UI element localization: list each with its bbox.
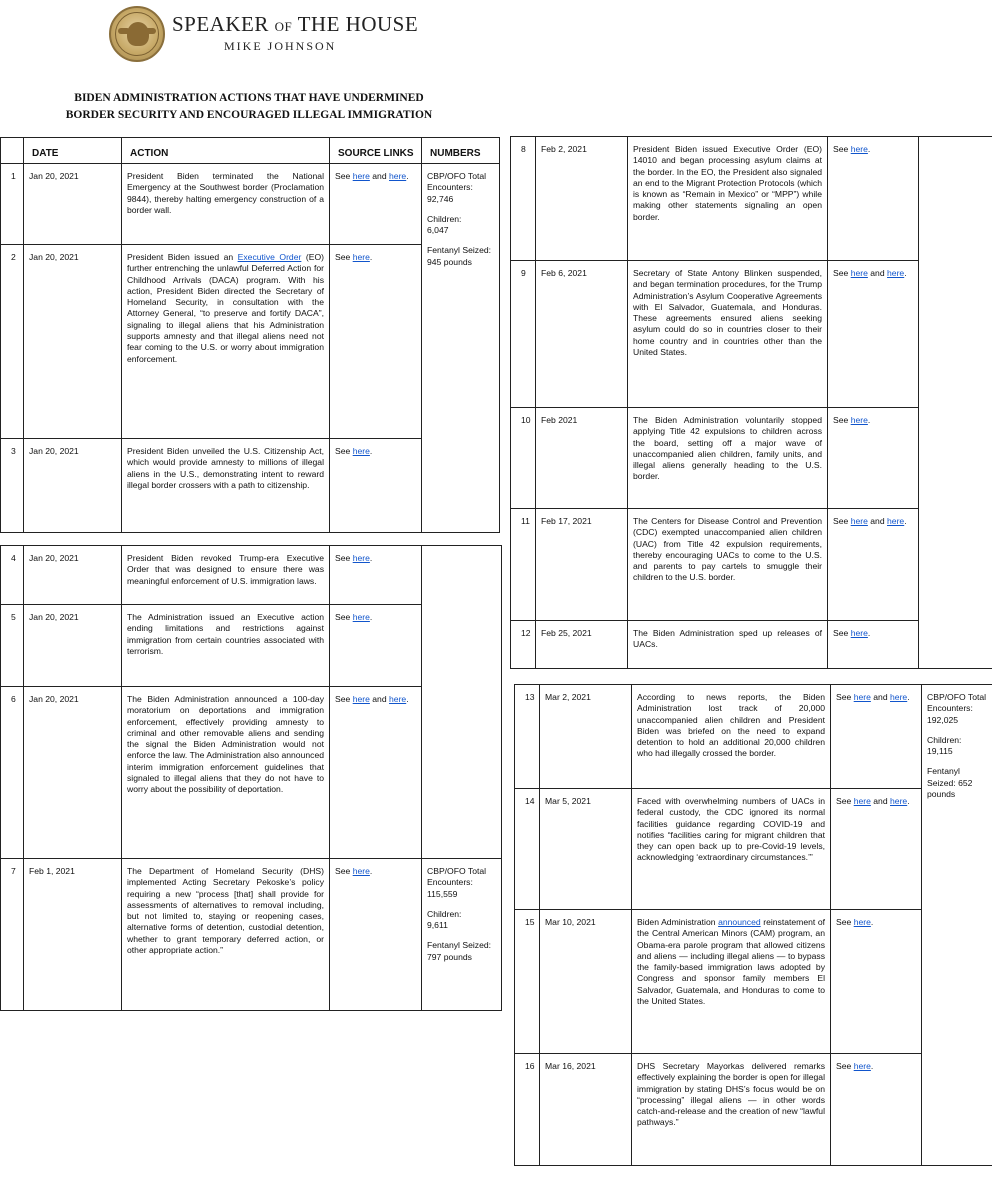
row-action: President Biden issued an Executive Order (EO) further entrenching the unlawful Deferred Action for Childhood Arrivals (DACA) program. With his action, President Biden directed the Secretary of Homeland Security, in consultation with the Attorney General, “to preserve and fortify DACA”, signaling to illegal aliens that his Administration supports amnesty and that illegal aliens need not fear coming to the U.S. or worry about immigration enforcement. (122, 245, 330, 439)
col-num-header (1, 138, 24, 164)
row-number: 5 (1, 605, 24, 687)
row-source-links: See here and here. (330, 164, 422, 245)
encounters-label: CBP/OFO Total Encounters: (427, 171, 487, 193)
row-date: Mar 5, 2021 (540, 789, 632, 910)
table-row (1, 859, 502, 1011)
row-date: Feb 6, 2021 (536, 261, 628, 408)
source-link[interactable]: here (352, 252, 370, 262)
col-source-header: SOURCE LINKS (330, 138, 422, 164)
row-action: The Department of Homeland Security (DHS) implemented Acting Secretary Pekoske’s policy requiring a new “process [that] shall provide for assessments of alternatives to removal including, but not limited to, staying or reopening cases, alternative forms of detention, custodial detention, whether to grant temporary deferred action, or other appropriate action.” (122, 859, 330, 1011)
row-action: President Biden unveiled the U.S. Citizenship Act, which would provide amnesty to millions of illegal aliens in the U.S., demonstrating intent to reward illegal border crossers with a path to citizenship. (122, 439, 330, 533)
row-number: 1 (1, 164, 24, 245)
row-date: Jan 20, 2021 (24, 439, 122, 533)
col-date-header: DATE (24, 138, 122, 164)
row-date: Mar 2, 2021 (540, 685, 632, 789)
row-action: Biden Administration announced reinstatement of the Central American Minors (CAM) program, an Obama-era parole program that allowed citizens and aliens — including illegal aliens — to bypass the family-based immigration laws adopted by Congress and sponsor family members El Salvador, Guatemala, and Honduras to come to the United States. (632, 910, 831, 1054)
brand-title (172, 12, 418, 37)
row-source-links: See here and here. (831, 685, 922, 789)
row-source-links: See here. (828, 137, 919, 261)
row-source-links: See here and here. (828, 509, 919, 621)
document-title-line2: BORDER SECURITY AND ENCOURAGED ILLEGAL IMMIGRATION (65, 109, 433, 121)
table-row (511, 137, 992, 261)
encounters-value: 192,025 (927, 714, 959, 725)
brand-title-house: THE HOUSE (297, 12, 419, 36)
row-source-links: See here. (831, 910, 922, 1054)
table-row (1, 546, 502, 605)
row-date: Mar 10, 2021 (540, 910, 632, 1054)
row-source-links: See here and here. (330, 687, 422, 859)
actions-table-d (514, 684, 992, 1166)
row-number: 9 (511, 261, 536, 408)
document-title (18, 90, 480, 124)
row-date: Feb 2021 (536, 408, 628, 509)
children-value: 9,611 (427, 920, 448, 931)
row-date: Feb 17, 2021 (536, 509, 628, 621)
children-label: Children: (927, 734, 962, 745)
document-title-line1: BIDEN ADMINISTRATION ACTIONS THAT HAVE UNDERMINED (74, 92, 424, 104)
row-number: 4 (1, 546, 24, 605)
row-action: Secretary of State Antony Blinken suspended, and began termination procedures, for the Trump Administration’s Asylum Cooperative Agreements with El Salvador, Guatemala, and Honduras. These agreements ensured aliens seeking asylum could do so in countries closer to their home country and in countries other than the United States. (628, 261, 828, 408)
row-numbers-jan (422, 164, 500, 533)
source-link[interactable]: here (850, 268, 868, 278)
source-link[interactable]: here (853, 796, 871, 806)
row-source-links: See here. (828, 621, 919, 669)
row-number: 16 (515, 1054, 540, 1166)
actions-table-a (0, 137, 500, 533)
table-row (515, 1054, 992, 1166)
row-action: Faced with overwhelming numbers of UACs in federal custody, the CDC ignored its normal facilities guidance regarding COVID-19 and notifies “facilities caring for migrant children that they can open back up to pre-Covid-19 levels, acknowledging ‘extraordinary circumstances.’” (632, 789, 831, 910)
row-date: Jan 20, 2021 (24, 546, 122, 605)
row-number: 10 (511, 408, 536, 509)
row-number: 13 (515, 685, 540, 789)
source-link[interactable]: here (887, 268, 905, 278)
fentanyl-value: 652 pounds (927, 777, 973, 800)
row-source-links: See here. (330, 859, 422, 1011)
fentanyl-label: Fentanyl Seized: (427, 940, 492, 951)
source-link[interactable]: here (352, 612, 370, 622)
row-source-links: See here. (330, 245, 422, 439)
row-action: The Biden Administration sped up releases of UACs. (628, 621, 828, 669)
source-link[interactable]: here (890, 796, 908, 806)
encounters-value: 115,559 (427, 888, 458, 899)
row-numbers-feb (422, 859, 502, 1011)
row-date: Jan 20, 2021 (24, 687, 122, 859)
col-action-header: ACTION (122, 138, 330, 164)
row-number: 12 (511, 621, 536, 669)
source-link[interactable]: here (850, 415, 868, 425)
row-source-links: See here and here. (828, 261, 919, 408)
table-row (1, 164, 500, 245)
row-number: 11 (511, 509, 536, 621)
encounters-value: 92,746 (427, 193, 454, 204)
fentanyl-value: 945 pounds (427, 256, 472, 267)
row-action: The Centers for Disease Control and Prevention (CDC) exempted unaccompanied alien children (UAC) from Title 42 expulsion requirements, thereby encouraging UACs to come to the U.S. and parents to pay cartels to smuggle their children to the U.S. border. (628, 509, 828, 621)
row-source-links: See here. (330, 439, 422, 533)
source-link[interactable]: here (352, 446, 370, 456)
row-action: The Biden Administration voluntarily stopped applying Title 42 expulsions to children across the board, setting off a major wave of unaccompanied alien children, family units, and illegal aliens generally heading to the U.S. border. (628, 408, 828, 509)
speaker-seal-logo (109, 6, 165, 62)
fentanyl-value: 797 pounds (427, 951, 472, 962)
row-number: 8 (511, 137, 536, 261)
brand-title-of: OF (274, 19, 293, 34)
source-link[interactable]: here (887, 516, 905, 526)
children-value: 6,047 (427, 225, 449, 236)
source-link[interactable]: here (352, 171, 370, 181)
table-header-row (1, 138, 500, 164)
source-link[interactable]: here (352, 694, 370, 704)
source-link[interactable]: here (389, 171, 407, 181)
row-number: 3 (1, 439, 24, 533)
row-date: Mar 16, 2021 (540, 1054, 632, 1166)
row-numbers-mar (922, 685, 992, 1166)
brand-header (172, 12, 418, 54)
source-link[interactable]: here (352, 553, 370, 563)
brand-title-speaker: SPEAKER (172, 12, 269, 36)
source-link[interactable]: here (389, 694, 407, 704)
row-source-links: See here. (831, 1054, 922, 1166)
children-label: Children: (427, 213, 462, 224)
row-action: The Administration issued an Executive action ending limitations and restrictions against immigration from certain countries associated with terrorism. (122, 605, 330, 687)
row-date: Feb 25, 2021 (536, 621, 628, 669)
col-numbers-header: NUMBERS (422, 138, 500, 164)
row-source-links: See here and here. (831, 789, 922, 910)
row-numbers-empty (919, 137, 992, 669)
row-action: DHS Secretary Mayorkas delivered remarks effectively explaining the border is open for illegal immigration by stating DHS’s focus would be on “processing” illegal aliens — in other words catch-and-release and the creation of new “lawful pathways.” (632, 1054, 831, 1166)
table-row (515, 789, 992, 910)
row-number: 14 (515, 789, 540, 910)
source-link[interactable]: here (850, 144, 868, 154)
source-link[interactable]: here (890, 692, 908, 702)
fentanyl-label: Fentanyl Seized: (427, 245, 492, 256)
row-date: Feb 2, 2021 (536, 137, 628, 261)
row-action: The Biden Administration announced a 100-day moratorium on deportations and immigration enforcement, effectively providing amnesty to criminal and other removable aliens and sending the signal the Biden Administration would not enforce the law. The Administration also announced interim immigration enforcement guidelines that signaled to illegal aliens that they do not have to worry about the possibility of deportation. (122, 687, 330, 859)
row-action: President Biden terminated the National Emergency at the Southwest border (Proclamation 9844), thereby halting emergency construction of a border wall. (122, 164, 330, 245)
row-action: According to news reports, the Biden Administration lost track of 20,000 unaccompanied alien children and President Biden was briefed on the need to expand detention to hold an additional 20,000 children who had illegally crossed the border. (632, 685, 831, 789)
encounters-label: CBP/OFO Total Encounters: (427, 866, 487, 888)
source-link[interactable]: here (853, 917, 871, 927)
row-numbers-empty (422, 546, 502, 859)
row-date: Jan 20, 2021 (24, 245, 122, 439)
encounters-label: CBP/OFO Total Encounters: (927, 692, 987, 714)
brand-subtitle: MIKE JOHNSON (224, 39, 337, 53)
row-date: Jan 20, 2021 (24, 164, 122, 245)
row-action: President Biden issued Executive Order (EO) 14010 and began processing asylum claims at the border. In the EO, the President also signaled an end to the Migrant Protection Protocols (which is known as “Remain in Mexico” or “MPP”) while making other statements signaling an open border. (628, 137, 828, 261)
source-link[interactable]: here (853, 1061, 871, 1071)
eagle-icon (127, 22, 149, 46)
row-source-links: See here. (330, 605, 422, 687)
row-action: President Biden revoked Trump-era Executive Order that was designed to ensure there was meaningful enforcement of U.S. immigration laws. (122, 546, 330, 605)
row-number: 7 (1, 859, 24, 1011)
table-row (515, 910, 992, 1054)
source-link[interactable]: here (850, 516, 868, 526)
source-link[interactable]: here (853, 692, 871, 702)
actions-table-c (510, 136, 992, 669)
announced-link[interactable]: announced (718, 917, 761, 927)
fentanyl-label: Fentanyl Seized: (927, 766, 960, 788)
row-source-links: See here. (330, 546, 422, 605)
row-date: Feb 1, 2021 (24, 859, 122, 1011)
row-number: 15 (515, 910, 540, 1054)
table-row (515, 685, 992, 789)
row-date: Jan 20, 2021 (24, 605, 122, 687)
row-number: 6 (1, 687, 24, 859)
children-label: Children: (427, 908, 462, 919)
source-link[interactable]: here (850, 628, 868, 638)
actions-table-b (0, 545, 502, 1011)
source-link[interactable]: here (352, 866, 370, 876)
row-number: 2 (1, 245, 24, 439)
row-source-links: See here. (828, 408, 919, 509)
children-value: 19,115 (927, 746, 953, 757)
executive-order-link[interactable]: Executive Order (237, 252, 302, 262)
